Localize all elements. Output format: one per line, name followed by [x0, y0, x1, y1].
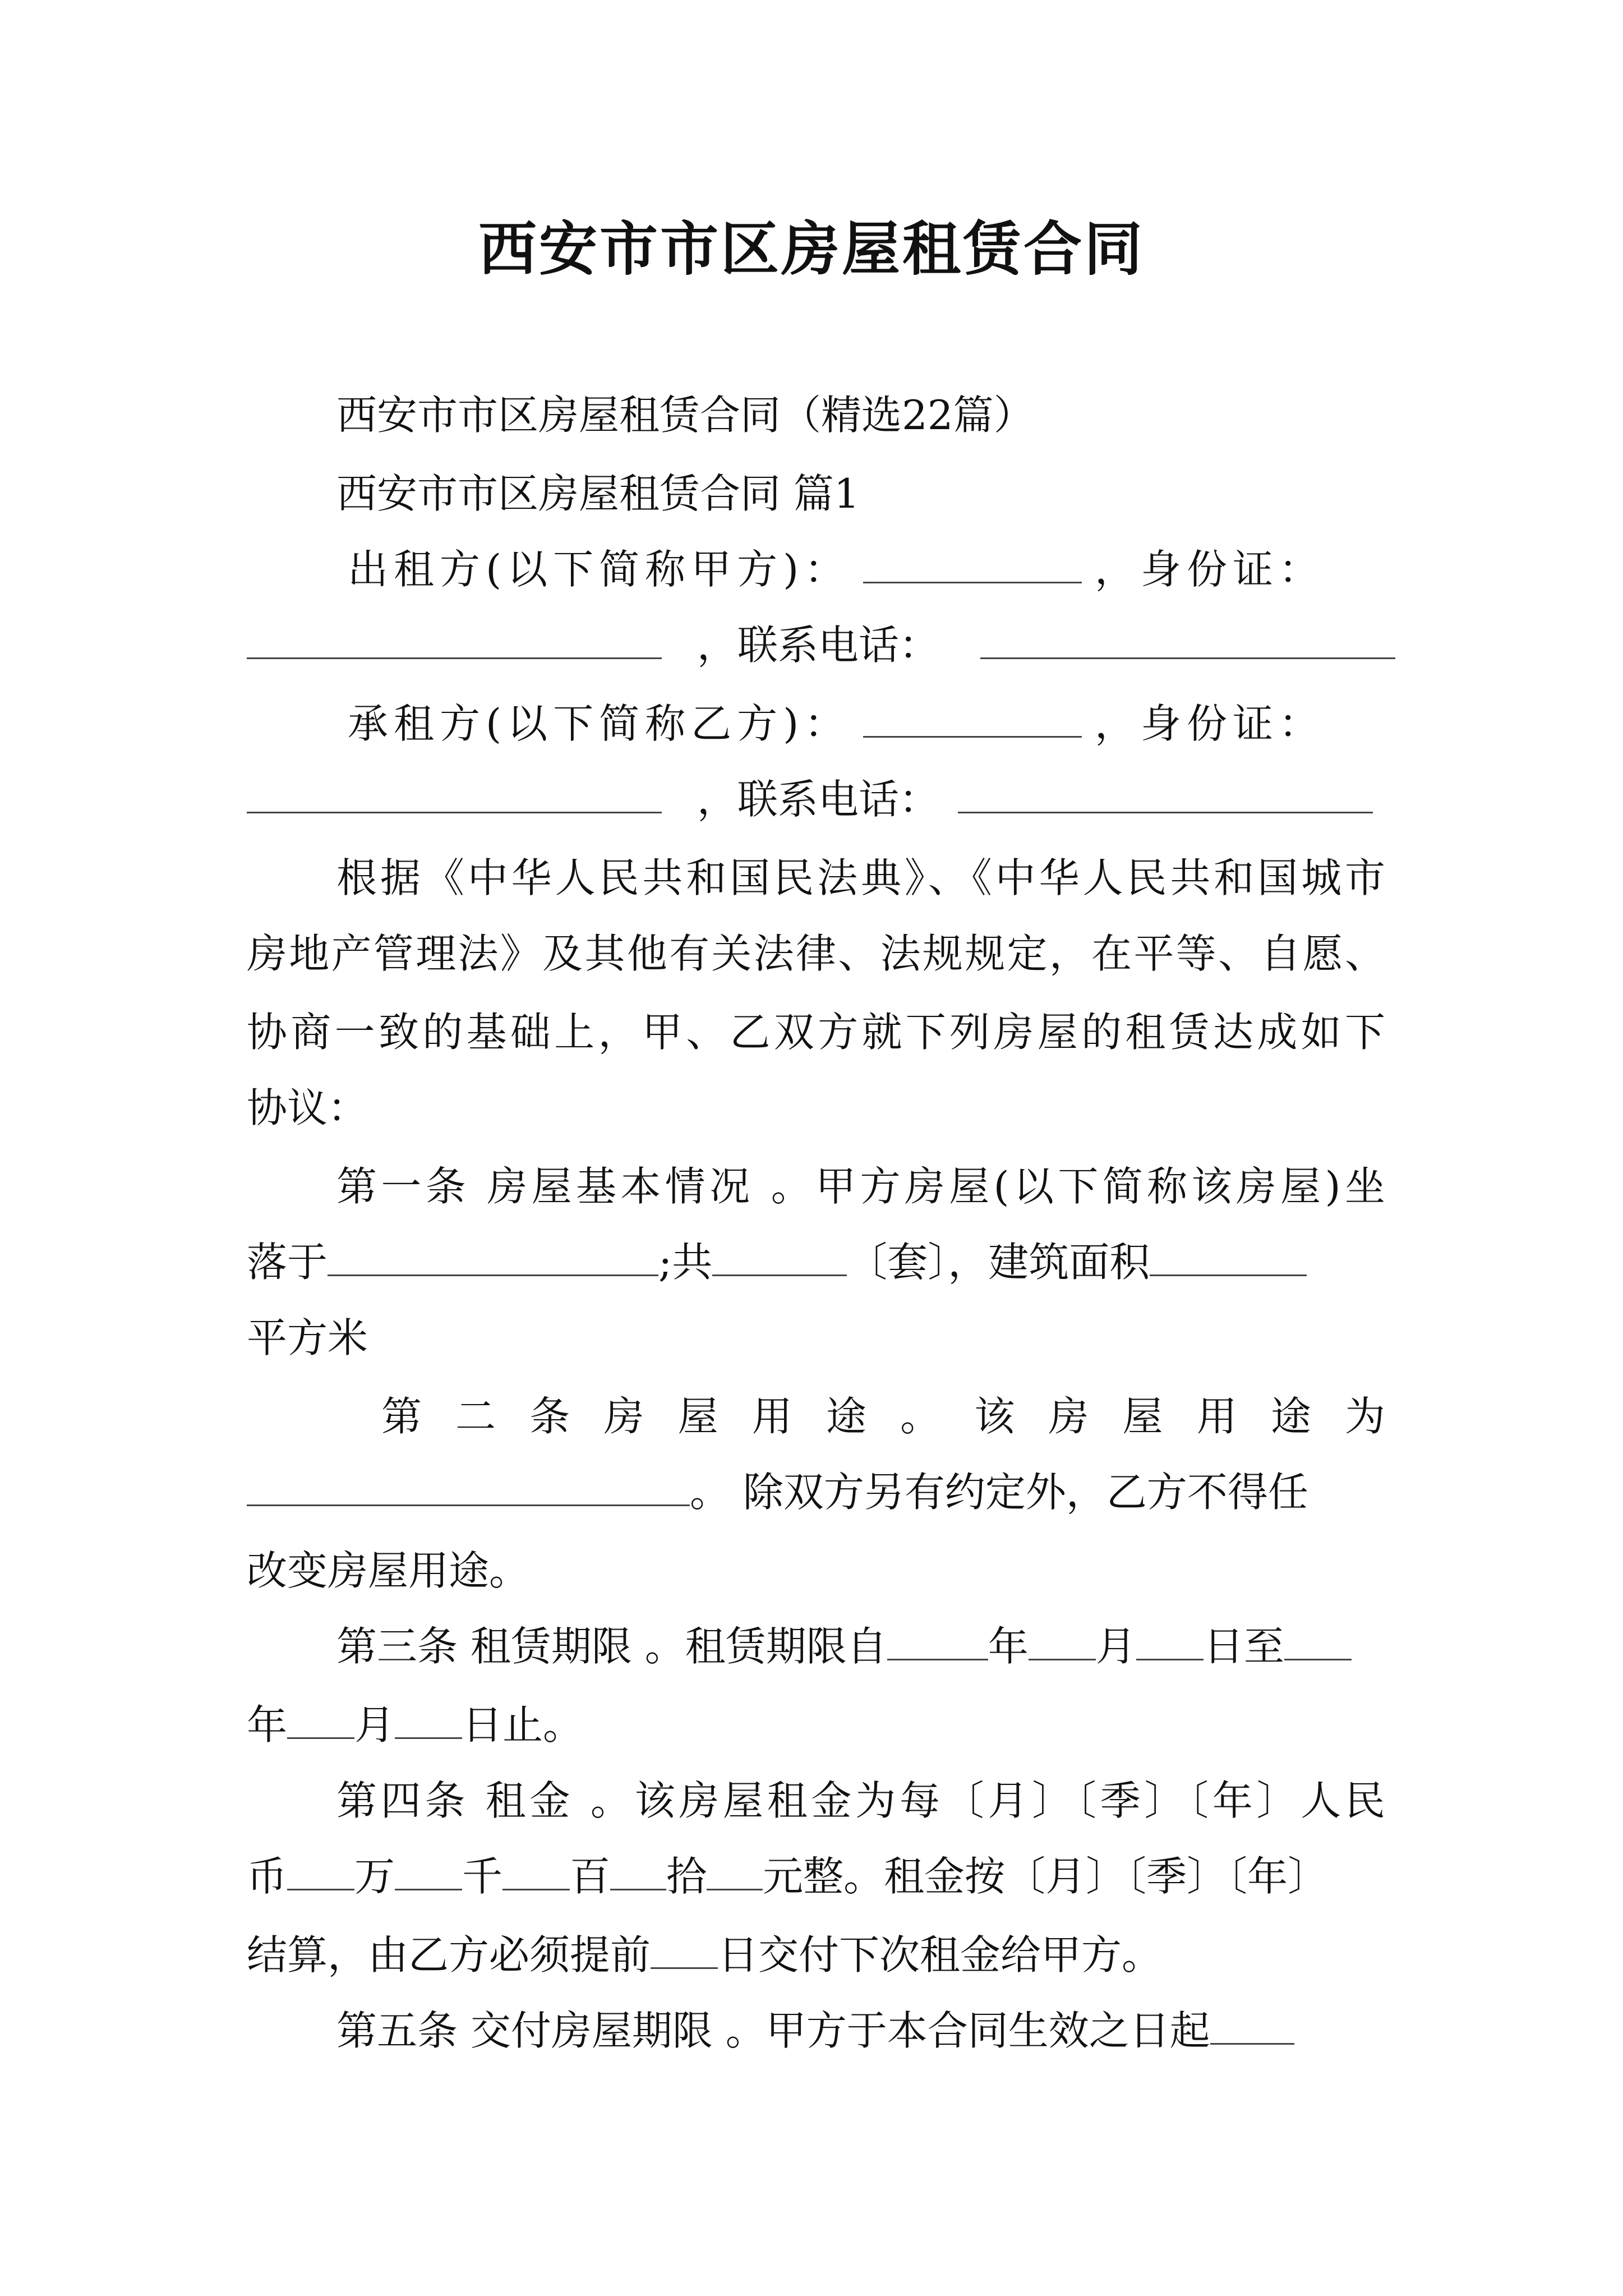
end-month-label: 月 — [354, 1701, 395, 1749]
lessee-contact-line — [247, 771, 1385, 827]
hundred-label: 百 — [570, 1853, 611, 1900]
lessor-id-blank — [247, 618, 662, 659]
section-heading — [247, 466, 1385, 522]
ten-thousand-blank — [287, 1849, 354, 1890]
ten-blank — [610, 1849, 666, 1890]
lessor-phone-blank — [980, 618, 1395, 659]
article-3-line-2 — [247, 1697, 1385, 1753]
start-month-blank — [1029, 1619, 1096, 1660]
lessee-phone-label: ，联系电话： — [697, 776, 939, 823]
lessor-line — [247, 541, 1385, 597]
article-3-line-1 — [247, 1618, 1385, 1674]
article-5-line-1 — [247, 2003, 1385, 2059]
lessee-label: 承租方(以下简称乙方)： — [348, 700, 851, 747]
usage-restriction-text: 。 除双方另有约定外，乙方不得任 — [690, 1469, 1308, 1516]
advance-label: 结算，由乙方必须提前 — [247, 1931, 651, 1978]
preamble-line-1: 根据《中华人民共和国民法典》、《中华人民共和国城市 — [336, 854, 1385, 901]
preamble-line-2: 房地产管理法》及其他有关法律、法规规定，在平等、自愿、 — [247, 930, 1385, 977]
currency-label: 币 — [247, 1853, 288, 1900]
lessee-phone-blank — [958, 772, 1373, 813]
article-2-line-3: 改变房屋用途。 — [247, 1547, 530, 1594]
article-4-line-3 — [247, 1927, 1385, 1983]
article-4-line-2 — [247, 1848, 1385, 1904]
lessor-label: 出租方(以下简称甲方)： — [348, 546, 851, 593]
section-heading-text: 西安市市区房屋租赁合同 篇1 — [336, 470, 860, 517]
end-year-label: 年 — [247, 1701, 288, 1749]
document-title: 西安市市区房屋租赁合同 — [478, 214, 1145, 283]
subtitle-line — [247, 387, 1385, 443]
lessee-line — [247, 696, 1385, 752]
settlement-text: 元整。租金按〔月〕〔季〕〔年〕 — [763, 1853, 1329, 1900]
month-label: 月 — [1095, 1623, 1136, 1670]
lessor-id-label: ，身份证： — [1094, 546, 1325, 593]
area-blank — [1150, 1235, 1307, 1276]
year-label: 年 — [988, 1623, 1029, 1670]
lessor-phone-label: ，联系电话： — [697, 622, 939, 669]
end-day-blank — [395, 1698, 462, 1739]
area-label: 〔套〕，建筑面积 — [847, 1239, 1150, 1286]
lessee-id-blank — [247, 772, 662, 813]
advance-days-blank — [651, 1928, 718, 1969]
ten-label: 拾 — [666, 1853, 707, 1900]
delivery-days-blank — [1210, 2004, 1294, 2045]
payment-text: 日交付下次租金给甲方。 — [718, 1931, 1163, 1978]
end-year-blank — [1284, 1619, 1352, 1660]
article-2-line-2 — [247, 1464, 1385, 1520]
day-to-label: 日至 — [1203, 1623, 1284, 1670]
subtitle-text: 西安市市区房屋租赁合同（精选22篇） — [336, 392, 1034, 439]
lessee-name-blank — [863, 697, 1082, 738]
delivery-text: 第五条 交付房屋期限 。甲方于本合同生效之日起 — [336, 2007, 1210, 2054]
article-2-line-1: 第 二 条 房 屋 用 途 。 该 房 屋 用 途 为 — [381, 1393, 1385, 1440]
usage-blank — [247, 1465, 690, 1506]
lessor-contact-line — [247, 617, 1385, 673]
preamble-line-4: 协议： — [247, 1084, 368, 1131]
start-day-blank — [1136, 1619, 1204, 1660]
article-1-line-3: 平方米 — [247, 1314, 368, 1361]
end-month-blank — [287, 1698, 354, 1739]
ten-thousand-label: 万 — [354, 1853, 395, 1900]
end-day-label: 日止。 — [462, 1701, 584, 1749]
lessee-id-label: ，身份证： — [1094, 700, 1325, 747]
start-year-blank — [887, 1619, 988, 1660]
located-at-label: 落于 — [247, 1239, 328, 1286]
article-1-line-2 — [247, 1234, 1385, 1290]
preamble-line-3: 协商一致的基础上，甲、乙双方就下列房屋的租赁达成如下 — [247, 1009, 1385, 1056]
lessor-name-blank — [863, 542, 1082, 583]
total-label: ;共 — [658, 1239, 713, 1286]
hundred-blank — [502, 1849, 570, 1890]
unit-count-blank — [712, 1235, 847, 1276]
yuan-blank — [707, 1849, 763, 1890]
thousand-blank — [395, 1849, 462, 1890]
thousand-label: 千 — [462, 1853, 503, 1900]
term-label: 第三条 租赁期限 。租赁期限自 — [336, 1623, 887, 1670]
article-1-line-1: 第一条 房屋基本情况 。甲方房屋(以下简称该房屋)坐 — [336, 1163, 1385, 1210]
address-blank — [328, 1235, 658, 1276]
article-4-line-1: 第四条 租金 。该房屋租金为每〔月〕〔季〕〔年〕人民 — [336, 1777, 1385, 1824]
